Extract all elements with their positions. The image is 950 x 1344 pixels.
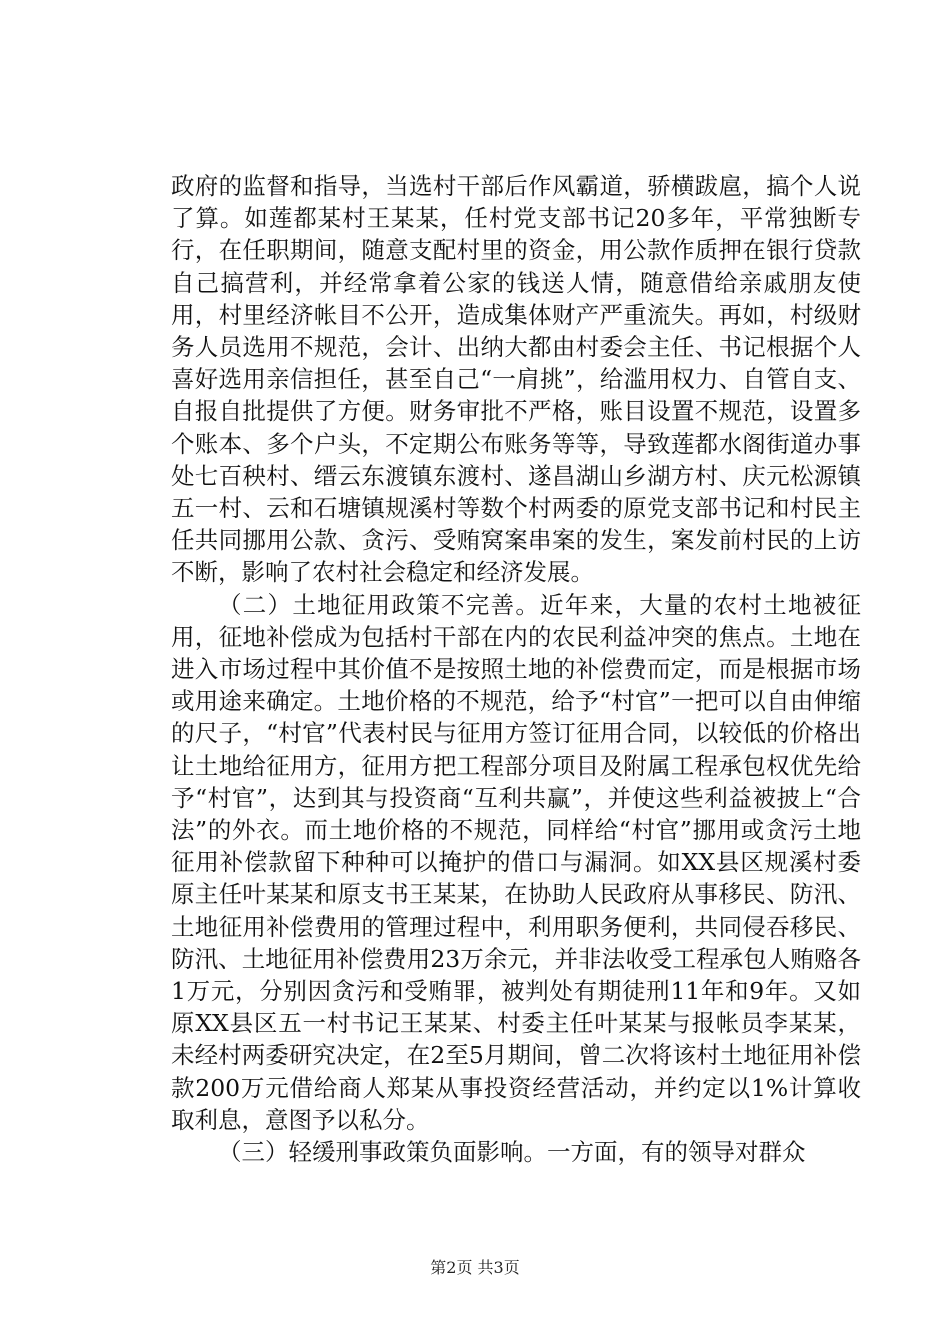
page-footer: 第2页 共3页	[430, 1258, 520, 1277]
paragraph-3: （三）轻缓刑事政策负面影响。一方面，有的领导对群众	[218, 1138, 806, 1167]
paragraph-2: （二）土地征用政策不完善。近年来，大量的农村土地被征用，征地补偿成为包括村干部在内的农民利益冲突的焦点。土地在进入市场过程中其价值不是按照土地的补偿费而定，而是根据市场或用途来确定。土地价格的不规范，给予“村官”一把可以自由伸缩的尺子，“村官”代表村民与征用方签订征用合同，以较低的价格出让土地给征用方，征用方把工程部分项目及附属工程承包权优先给予“村官”，达到其与投资商“互利共赢”，并使这些利益被披上“合法”的外衣。而土地价格的不规范，同样给“村官”挪用或贪污土地征用补偿款留下种种可以掩护的借口与漏洞。如XX县区规溪村委原主任叶某某和原支书王某某，在协助人民政府从事移民、防汛、土地征用补偿费用的管理过程中，利用职务便利，共同侵吞移民、防汛、土地征用补偿费用23万余元，并非法收受工程承包人贿赂各1万元，分别因贪污和受贿罪，被判处有期徒刑11年和9年。又如原XX县区五一村书记王某某、村委主任叶某某与报帐员李某某，未经村两委研究决定，在2至5月期间，曾二次将该村土地征用补偿款200万元借给商人郑某从事投资经营活动，并约定以1%计算收取利息，意图予以私分。	[171, 590, 861, 1134]
paragraph-1: 政府的监督和指导，当选村干部后作风霸道，骄横跋扈，搞个人说了算。如莲都某村王某某，任村党支部书记20多年，平常独断专行，在任职期间，随意支配村里的资金，用公款作质押在银行贷款自己搞营利，并经常拿着公家的钱送人情，随意借给亲戚朋友使用，村里经济帐目不公开，造成集体财产严重流失。再如，村级财务人员选用不规范，会计、出纳大都由村委会主任、书记根据个人喜好选用亲信担任，甚至自己“一肩挑”，给滥用权力、自管自支、自报自批提供了方便。财务审批不严格，账目设置不规范，设置多个账本、多个户头，不定期公布账务等等，导致莲都水阁街道办事处七百秧村、缙云东渡镇东渡村、遂昌湖山乡湖方村、庆元松源镇五一村、云和石塘镇规溪村等数个村两委的原党支部书记和村民主任共同挪用公款、贪污、受贿窝案串案的发生，案发前村民的上访不断，影响了农村社会稳定和经济发展。	[171, 172, 861, 587]
document-body	[171, 170, 861, 1168]
